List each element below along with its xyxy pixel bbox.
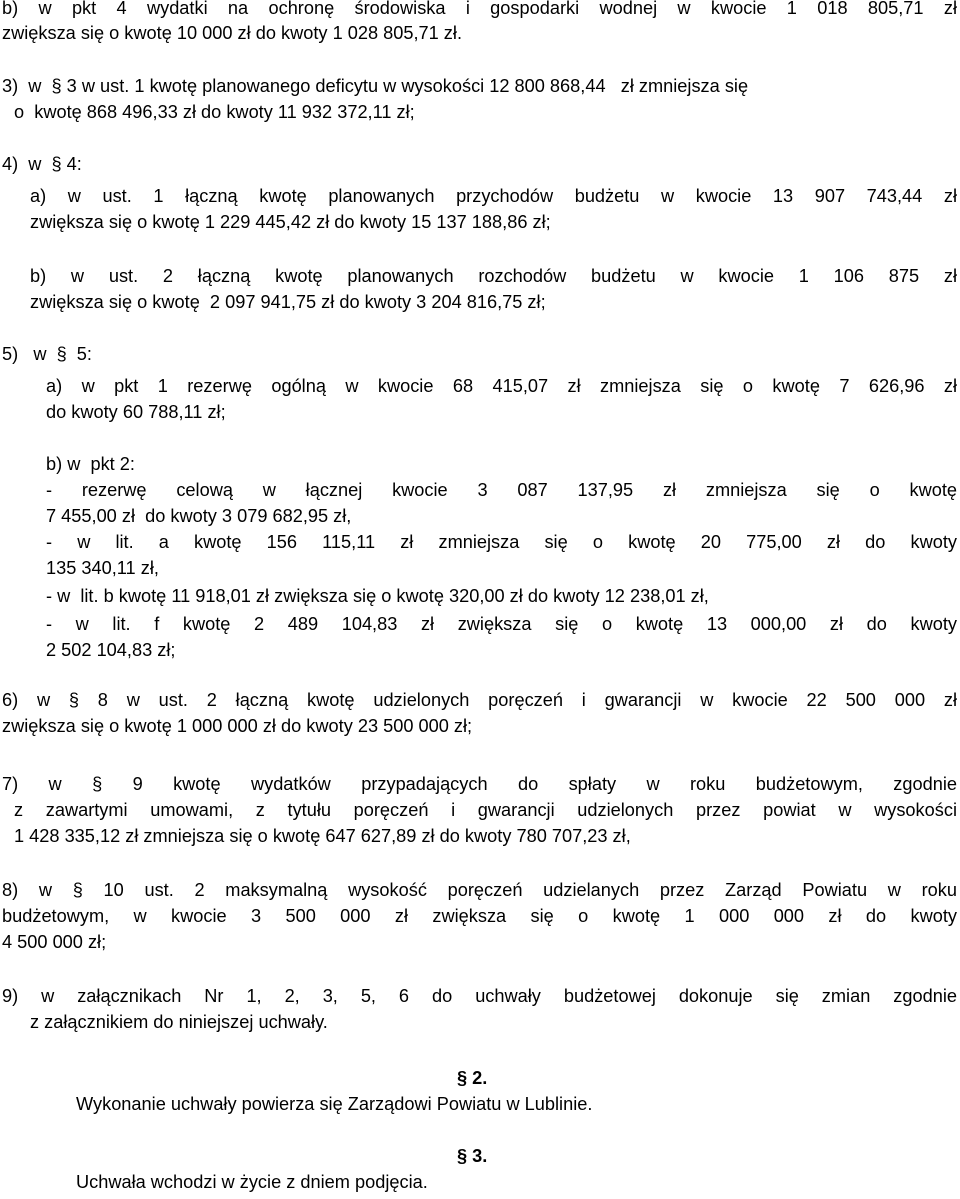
text-line: Wykonanie uchwały powierza się Zarządowi Powiatu w Lublinie. <box>76 1094 593 1114</box>
text-line: 5) w § 5: <box>2 344 92 364</box>
section-heading: § 2. <box>457 1068 488 1088</box>
text-line: - w lit. b kwotę 11 918,01 zł zwiększa się o kwotę 320,00 zł do kwoty 12 238,01 zł, <box>46 586 709 606</box>
text-line: o kwotę 868 496,33 zł do kwoty 11 932 372,11 zł; <box>14 102 415 122</box>
text-line: 6) w § 8 w ust. 2 łączną kwotę udzielonych poręczeń i gwarancji w kwocie 22 500 000 zł <box>2 690 957 710</box>
text-line: a) w ust. 1 łączną kwotę planowanych przychodów budżetu w kwocie 13 907 743,44 zł <box>30 186 957 206</box>
text-line: b) w ust. 2 łączną kwotę planowanych rozchodów budżetu w kwocie 1 106 875 zł <box>30 266 957 286</box>
text-line: 2 502 104,83 zł; <box>46 640 176 660</box>
text-line: - w lit. a kwotę 156 115,11 zł zmniejsza się o kwotę 20 775,00 zł do kwoty <box>46 532 957 552</box>
text-line: 4 500 000 zł; <box>2 932 107 952</box>
text-line: zwiększa się o kwotę 1 229 445,42 zł do kwoty 15 137 188,86 zł; <box>30 212 551 232</box>
text-line: 135 340,11 zł, <box>46 558 159 578</box>
text-line: 3) w § 3 w ust. 1 kwotę planowanego deficytu w wysokości 12 800 868,44 zł zmniejsza się <box>2 76 749 96</box>
text-line: - w lit. f kwotę 2 489 104,83 zł zwiększa się o kwotę 13 000,00 zł do kwoty <box>46 614 957 634</box>
text-line: 4) w § 4: <box>2 154 82 174</box>
text-line: - rezerwę celową w łącznej kwocie 3 087 137,95 zł zmniejsza się o kwotę <box>46 480 957 500</box>
text-line: 1 428 335,12 zł zmniejsza się o kwotę 647 627,89 zł do kwoty 780 707,23 zł, <box>14 826 631 846</box>
text-line: 7 455,00 zł do kwoty 3 079 682,95 zł, <box>46 506 352 526</box>
text-line: zwiększa się o kwotę 10 000 zł do kwoty 1 028 805,71 zł. <box>2 23 462 43</box>
text-line: z załącznikiem do niniejszej uchwały. <box>30 1012 328 1032</box>
text-line: zwiększa się o kwotę 2 097 941,75 zł do kwoty 3 204 816,75 zł; <box>30 292 546 312</box>
section-heading: § 3. <box>457 1146 488 1166</box>
text-line: a) w pkt 1 rezerwę ogólną w kwocie 68 415,07 zł zmniejsza się o kwotę 7 626,96 zł <box>46 376 957 396</box>
text-line: z zawartymi umowami, z tytułu poręczeń i gwarancji udzielonych przez powiat w wysokości <box>14 800 957 820</box>
text-line: 7) w § 9 kwotę wydatków przypadających do spłaty w roku budżetowym, zgodnie <box>2 774 957 794</box>
text-line: budżetowym, w kwocie 3 500 000 zł zwiększa się o kwotę 1 000 000 zł do kwoty <box>2 906 957 926</box>
text-line: do kwoty 60 788,11 zł; <box>46 402 226 422</box>
text-line: 8) w § 10 ust. 2 maksymalną wysokość poręczeń udzielanych przez Zarząd Powiatu w roku <box>2 880 957 900</box>
text-line: Uchwała wchodzi w życie z dniem podjęcia. <box>76 1172 428 1192</box>
text-line: zwiększa się o kwotę 1 000 000 zł do kwoty 23 500 000 zł; <box>2 716 473 736</box>
text-line: b) w pkt 2: <box>46 454 135 474</box>
text-line: 9) w załącznikach Nr 1, 2, 3, 5, 6 do uchwały budżetowej dokonuje się zmian zgodnie <box>2 986 957 1006</box>
text-line: b) w pkt 4 wydatki na ochronę środowiska i gospodarki wodnej w kwocie 1 018 805,71 zł <box>2 0 957 18</box>
